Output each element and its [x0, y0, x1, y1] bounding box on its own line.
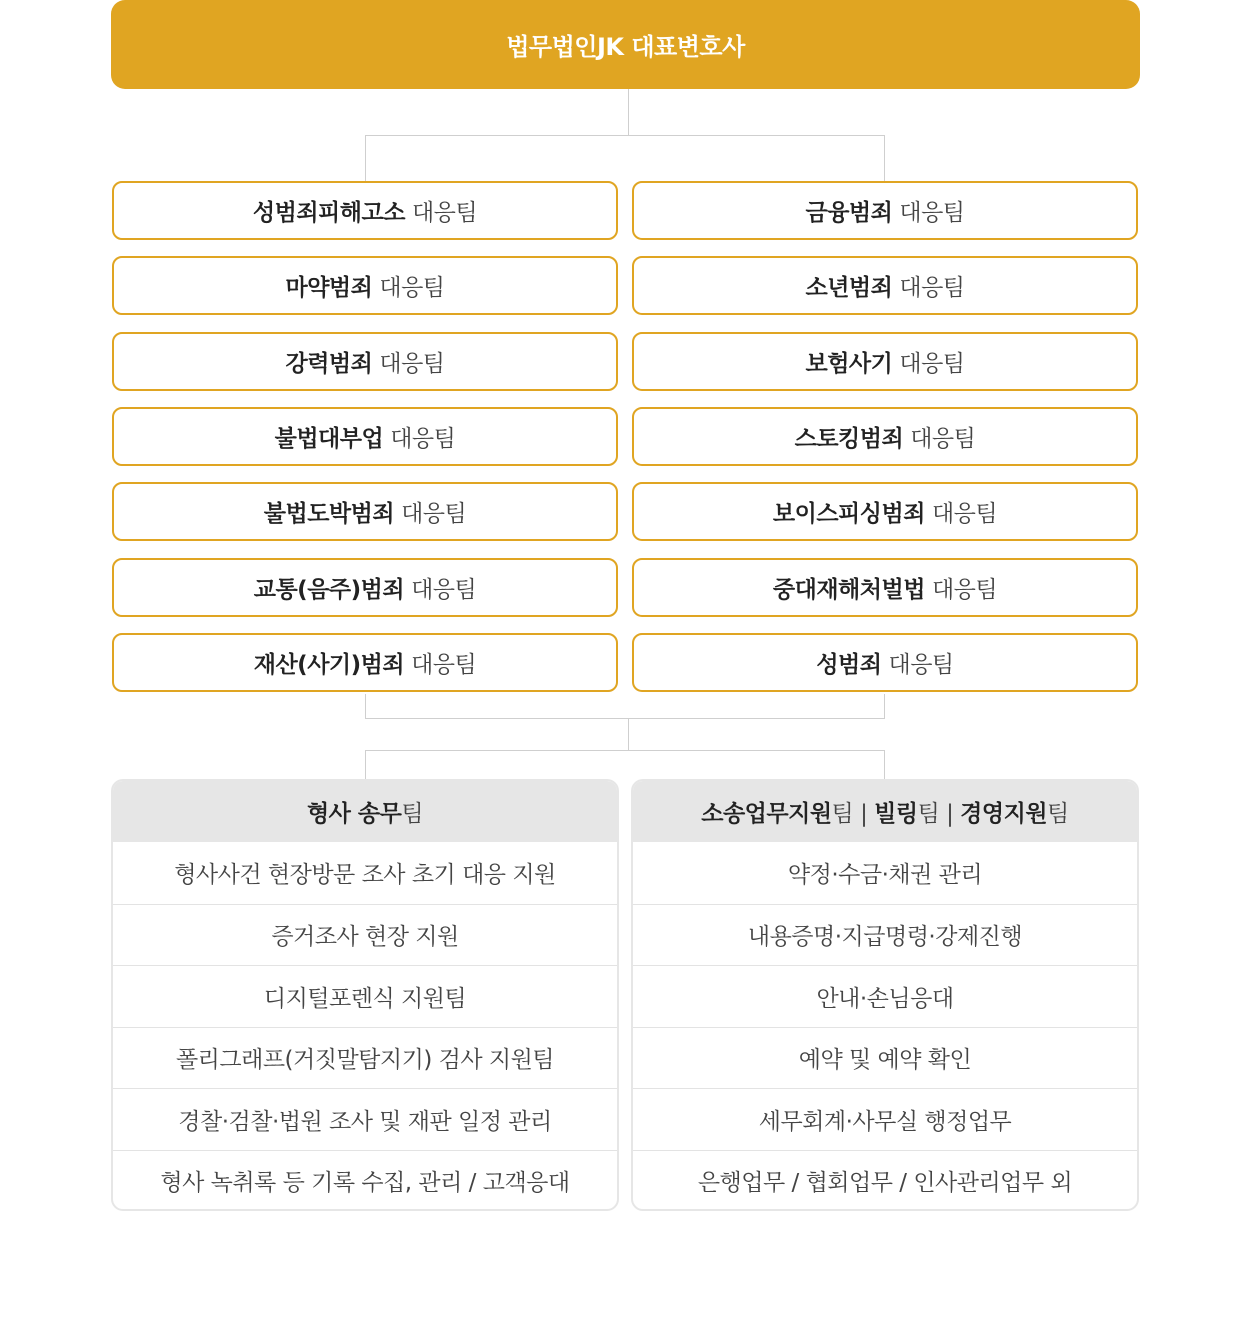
team-suffix: 대응팀 [899, 275, 965, 301]
panel-row: 형사사건 현장방문 조사 초기 대응 지원 [174, 862, 556, 889]
team-suffix: 대응팀 [888, 652, 954, 678]
team-suffix: 대응팀 [379, 275, 445, 301]
panel-title-separator: 팀 | [917, 801, 961, 827]
team-box [632, 407, 1138, 466]
team-suffix: 대응팀 [379, 351, 445, 377]
team-suffix: 대응팀 [411, 577, 477, 603]
criminal-litigation-panel [111, 779, 619, 1211]
connector-line [628, 718, 629, 750]
team-box [112, 558, 618, 617]
head-title: 법무법인JK 대표변호사 [506, 33, 745, 61]
team-suffix: 대응팀 [931, 501, 998, 527]
panel-title-separator: 팀 | [831, 801, 875, 827]
team-name: 불법도박범죄 [263, 501, 395, 527]
team-name: 재산(사기)범죄 [253, 652, 405, 678]
panel-title-bold: 경영지원 [960, 801, 1048, 827]
team-suffix: 대응팀 [411, 652, 477, 678]
panel-title-suffix: 팀 [1047, 801, 1069, 827]
team-suffix: 대응팀 [931, 577, 998, 603]
team-suffix: 대응팀 [899, 351, 965, 377]
team-box [112, 256, 618, 315]
team-box [112, 332, 618, 391]
team-name: 스토킹범죄 [794, 426, 904, 452]
team-name: 강력범죄 [285, 351, 373, 377]
panel-row: 내용증명·지급명령·강제진행 [633, 904, 1137, 966]
connector-line [884, 694, 885, 718]
team-name: 성범죄피해고소 [252, 200, 405, 226]
panel-title-bold: 소송업무지원 [701, 801, 832, 827]
team-name: 불법대부업 [274, 426, 384, 452]
panel-row: 디지털포렌식 지원팀 [113, 965, 617, 1027]
connector-line [365, 135, 885, 136]
connector-line [884, 135, 885, 181]
team-box [112, 407, 618, 466]
connector-line [365, 750, 366, 780]
connector-line [628, 89, 629, 135]
head-box [111, 0, 1140, 89]
team-box [632, 633, 1138, 692]
team-box [632, 181, 1138, 240]
team-name: 교통(음주)범죄 [253, 577, 405, 603]
connector-line [365, 694, 366, 718]
panel-title-bold: 형사 송무 [306, 801, 402, 827]
panel-row: 약정·수금·채권 관리 [787, 862, 983, 889]
team-name: 마약범죄 [285, 275, 373, 301]
panel-title-bold: 빌링 [874, 801, 918, 827]
connector-line [365, 750, 885, 751]
team-name: 보이스피싱범죄 [772, 501, 925, 527]
team-suffix: 대응팀 [411, 200, 478, 226]
team-name: 성범죄 [816, 652, 882, 678]
team-suffix: 대응팀 [401, 501, 467, 527]
team-name: 보험사기 [805, 351, 893, 377]
team-box [112, 181, 618, 240]
team-box [632, 332, 1138, 391]
panel-row: 안내·손님응대 [633, 965, 1137, 1027]
team-name: 소년범죄 [805, 275, 893, 301]
team-suffix: 대응팀 [899, 200, 965, 226]
team-box [632, 256, 1138, 315]
connector-line [884, 750, 885, 780]
team-box [632, 558, 1138, 617]
panel-title-suffix: 팀 [401, 801, 424, 827]
team-name: 금융범죄 [805, 200, 893, 226]
team-suffix: 대응팀 [390, 426, 456, 452]
panel-header [633, 781, 1137, 842]
connector-line [365, 718, 885, 719]
panel-row: 은행업무 / 협회업무 / 인사관리업무 외 [633, 1150, 1137, 1212]
team-name: 중대재해처벌법 [772, 577, 925, 603]
panel-header [113, 781, 617, 842]
panel-row: 폴리그래프(거짓말탐지기) 검사 지원팀 [113, 1027, 617, 1089]
team-box [632, 482, 1138, 541]
panel-row: 예약 및 예약 확인 [633, 1027, 1137, 1089]
team-suffix: 대응팀 [910, 426, 976, 452]
connector-line [365, 135, 366, 181]
panel-row: 형사 녹취록 등 기록 수집, 관리 / 고객응대 [113, 1150, 617, 1212]
panel-row: 경찰·검찰·법원 조사 및 재판 일정 관리 [113, 1088, 617, 1150]
panel-row: 증거조사 현장 지원 [113, 904, 617, 966]
panel-row: 세무회계·사무실 행정업무 [633, 1088, 1137, 1150]
team-box [112, 482, 618, 541]
team-box [112, 633, 618, 692]
support-panel [631, 779, 1139, 1211]
